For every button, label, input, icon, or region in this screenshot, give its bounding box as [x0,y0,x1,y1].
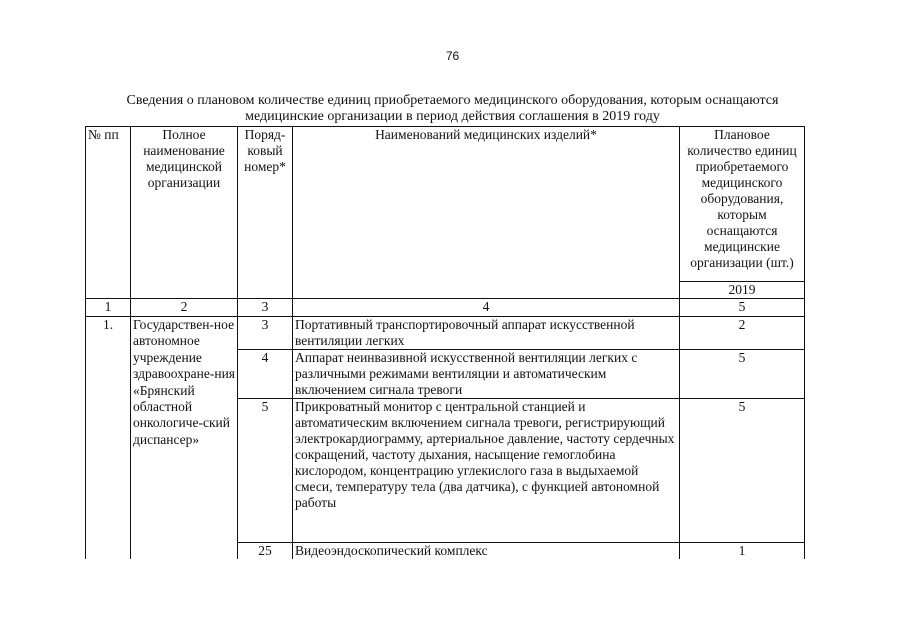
header-planned-quantity: Плановое количество единиц приобретаемого медицинского оборудования, которым оснащаются медицинские организации (шт.) [680,127,805,282]
column-number-1: 1 [86,299,131,317]
document-title-line-1: Сведения о плановом количестве единиц приобретаемого медицинского оборудования, которым оснащаются [126,93,779,108]
item-quantity: 5 [680,350,805,399]
item-quantity: 5 [680,399,805,543]
item-device-name: Аппарат неинвазивной искусственной вентиляции легких с различными режимами вентиляции и автоматическим включением сигнала тревоги [293,350,680,399]
document-title-line-2: медицинские организации в период действия соглашения в 2019 году [245,109,660,124]
organization-number: 1. [86,317,131,560]
item-quantity: 2 [680,317,805,350]
column-number-2: 2 [131,299,238,317]
header-organization-name: Полное наименование медицинской организации [131,127,238,299]
column-number-5: 5 [680,299,805,317]
header-year: 2019 [680,282,805,299]
item-order-number: 3 [238,317,293,350]
header-order-number: Поряд-ковый номер* [238,127,293,299]
equipment-table [85,126,805,559]
item-order-number: 25 [238,543,293,560]
column-number-row [86,299,805,317]
item-device-name: Портативный транспортировочный аппарат искусственной вентиляции легких [293,317,680,350]
page-number: 76 [445,49,460,63]
table-row [86,317,805,350]
column-number-3: 3 [238,299,293,317]
header-row-number: № пп [86,127,131,299]
table-header-row [86,127,805,282]
item-device-name: Видеоэндоскопический комплекс [293,543,680,560]
document-title [60,93,845,125]
item-quantity: 1 [680,543,805,560]
organization-name: Государствен-ное автономное учреждение здравоохране-ния «Брянский областной онкологиче-ский диспансер» [131,317,238,560]
item-order-number: 4 [238,350,293,399]
item-order-number: 5 [238,399,293,543]
header-device-name: Наименований медицинских изделий* [293,127,680,299]
item-device-name: Прикроватный монитор с центральной станцией и автоматическим включением сигнала тревоги, регистрирующий электрокардиограмму, артериальное давление, частоту сердечных сокращений, частоту дыхания, насыщение гемоглобина кислородом, концентрацию углекислого газа в выдыхаемой смеси, температуру тела (два датчика), с функцией автономной работы [293,399,680,543]
column-number-4: 4 [293,299,680,317]
